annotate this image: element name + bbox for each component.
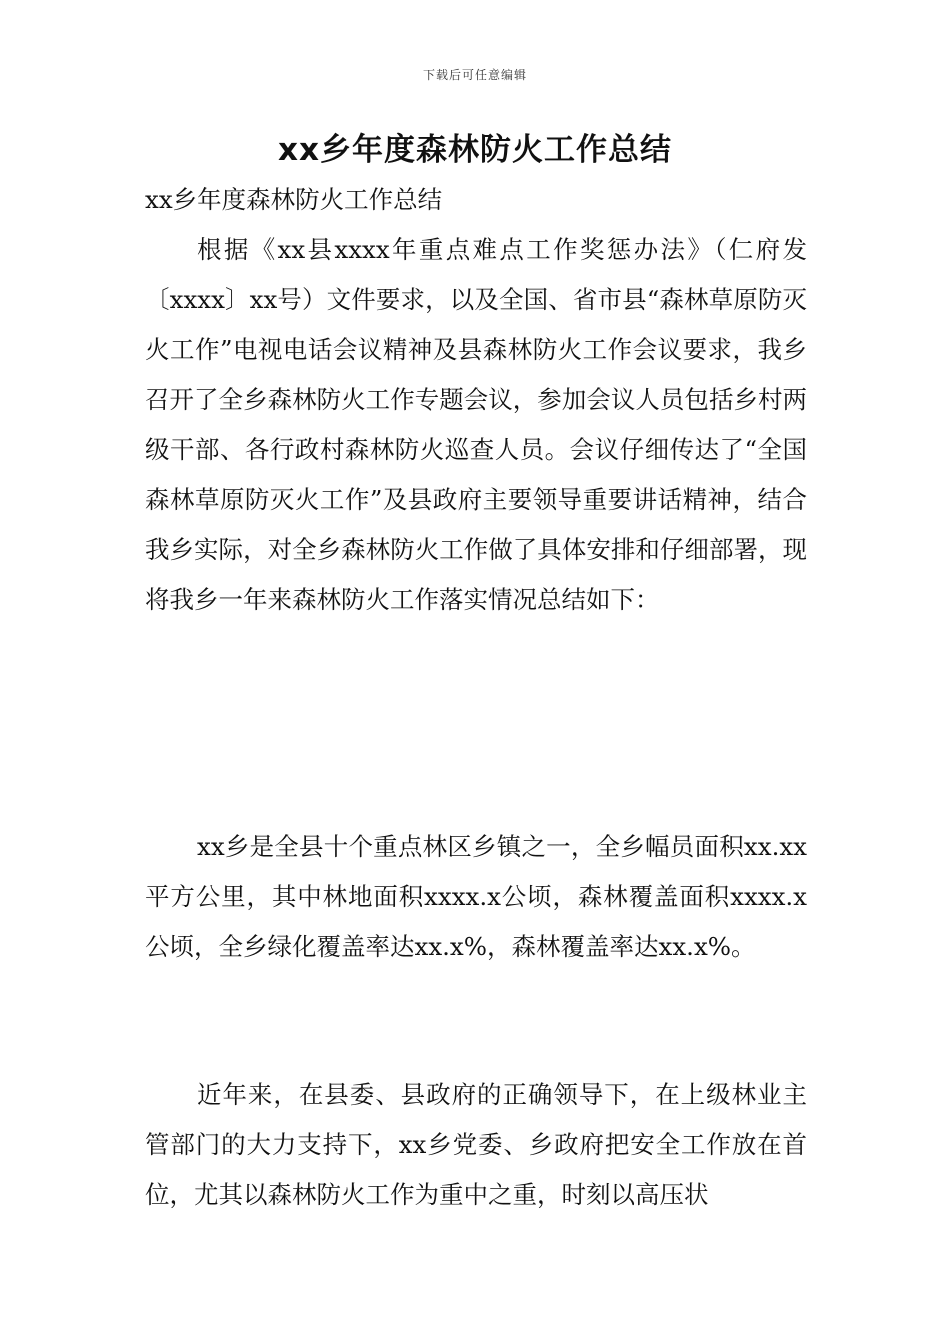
document-subtitle: xx乡年度森林防火工作总结 bbox=[145, 185, 443, 214]
page-header-note: 下载后可任意编辑 bbox=[422, 68, 527, 82]
paragraph-1: 根据《xx县xxxx年重点难点工作奖惩办法》（仁府发〔xxxx〕xx号）文件要求，以及全国、省市县“森林草原防灭火工作”电视电话会议精神及县森林防火工作会议要求，我乡召开了全乡森林防火工作专题会议，参加会议人员包括乡村两级干部、各行政村森林防火巡查人员。会议仔细传达了“全国森林草原防灭火工作”及县政府主要领导重要讲话精神，结合我乡实际，对全乡森林防火工作做了具体安排和仔细部署，现将我乡一年来森林防火工作落实情况总结如下： bbox=[145, 235, 807, 614]
document-title: xx乡年度森林防火工作总结 bbox=[278, 132, 672, 168]
paragraph-3: 近年来，在县委、县政府的正确领导下，在上级林业主管部门的大力支持下，xx乡党委、乡政府把安全工作放在首位，尤其以森林防火工作为重中之重，时刻以高压状 bbox=[145, 1080, 807, 1209]
paragraph-2: xx乡是全县十个重点林区乡镇之一，全乡幅员面积xx.xx平方公里，其中林地面积xxxx.x公顷，森林覆盖面积xxxx.x公顷，全乡绿化覆盖率达xx.x%，森林覆盖率达xx.x%。 bbox=[145, 832, 807, 961]
